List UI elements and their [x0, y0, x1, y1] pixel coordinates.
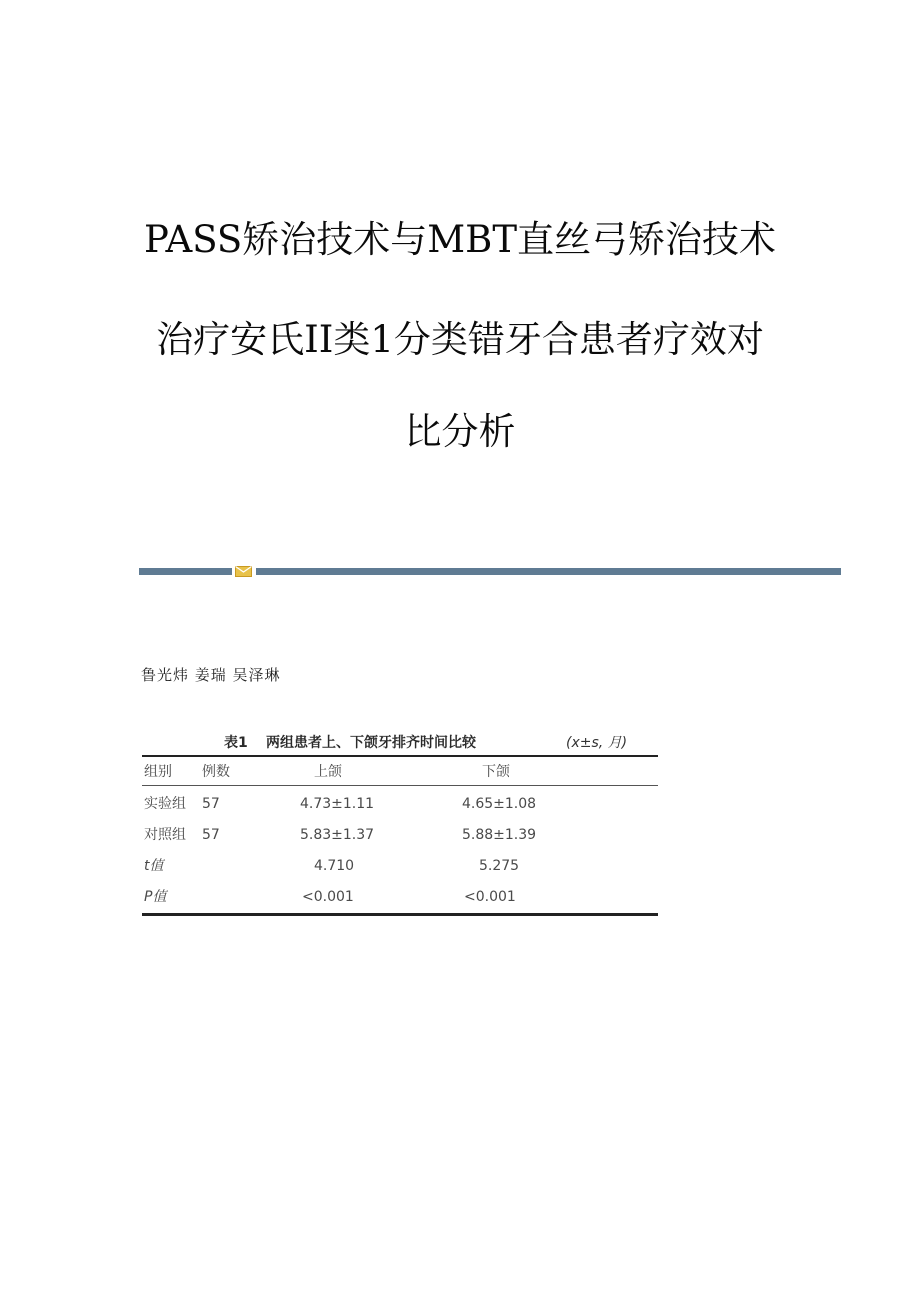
table-cell-label: t值: [144, 858, 164, 874]
envelope-icon: [235, 566, 252, 577]
table-caption-unit: (x±s, 月): [566, 735, 628, 751]
table-cell-lower: <0.001: [464, 889, 516, 905]
table-cell-count: 57: [202, 796, 220, 812]
table-cell-label: P值: [144, 889, 167, 905]
table-cell-label: 对照组: [144, 827, 186, 843]
table-cell-upper: <0.001: [302, 889, 354, 905]
author-list: 鲁光炜 姜瑞 吴泽琳: [141, 666, 281, 684]
table-cell-lower: 5.88±1.39: [462, 827, 537, 843]
table-header-group: 组别: [144, 764, 172, 780]
divider-right: [256, 568, 841, 575]
title-line-3: 比分析: [404, 410, 516, 453]
table-cell-lower: 4.65±1.08: [462, 796, 537, 812]
table-cell-lower: 5.275: [479, 858, 520, 874]
table-cell-upper: 4.710: [314, 858, 355, 874]
title-line-2: 治疗安氏II类1分类错牙合患者疗效对: [156, 318, 764, 361]
table-top-rule: [142, 755, 658, 757]
table-cell-upper: 5.83±1.37: [300, 827, 375, 843]
table-cell-count: 57: [202, 827, 220, 843]
title-line-1: PASS矫治技术与MBT直丝弓矫治技术: [143, 218, 777, 261]
table-cell-upper: 4.73±1.11: [300, 796, 375, 812]
table-cell-label: 实验组: [144, 796, 186, 812]
table-header-lower: 下颌: [482, 764, 510, 780]
table-bottom-rule: [142, 913, 658, 916]
divider-left: [139, 568, 232, 575]
table-caption-label: 表1: [224, 735, 248, 751]
results-table: [142, 726, 658, 922]
table-header-count: 例数: [202, 764, 230, 780]
table-header-upper: 上颌: [314, 764, 342, 780]
table-caption-text: 两组患者上、下颌牙排齐时间比较: [266, 735, 476, 751]
table-header-rule: [142, 785, 658, 786]
